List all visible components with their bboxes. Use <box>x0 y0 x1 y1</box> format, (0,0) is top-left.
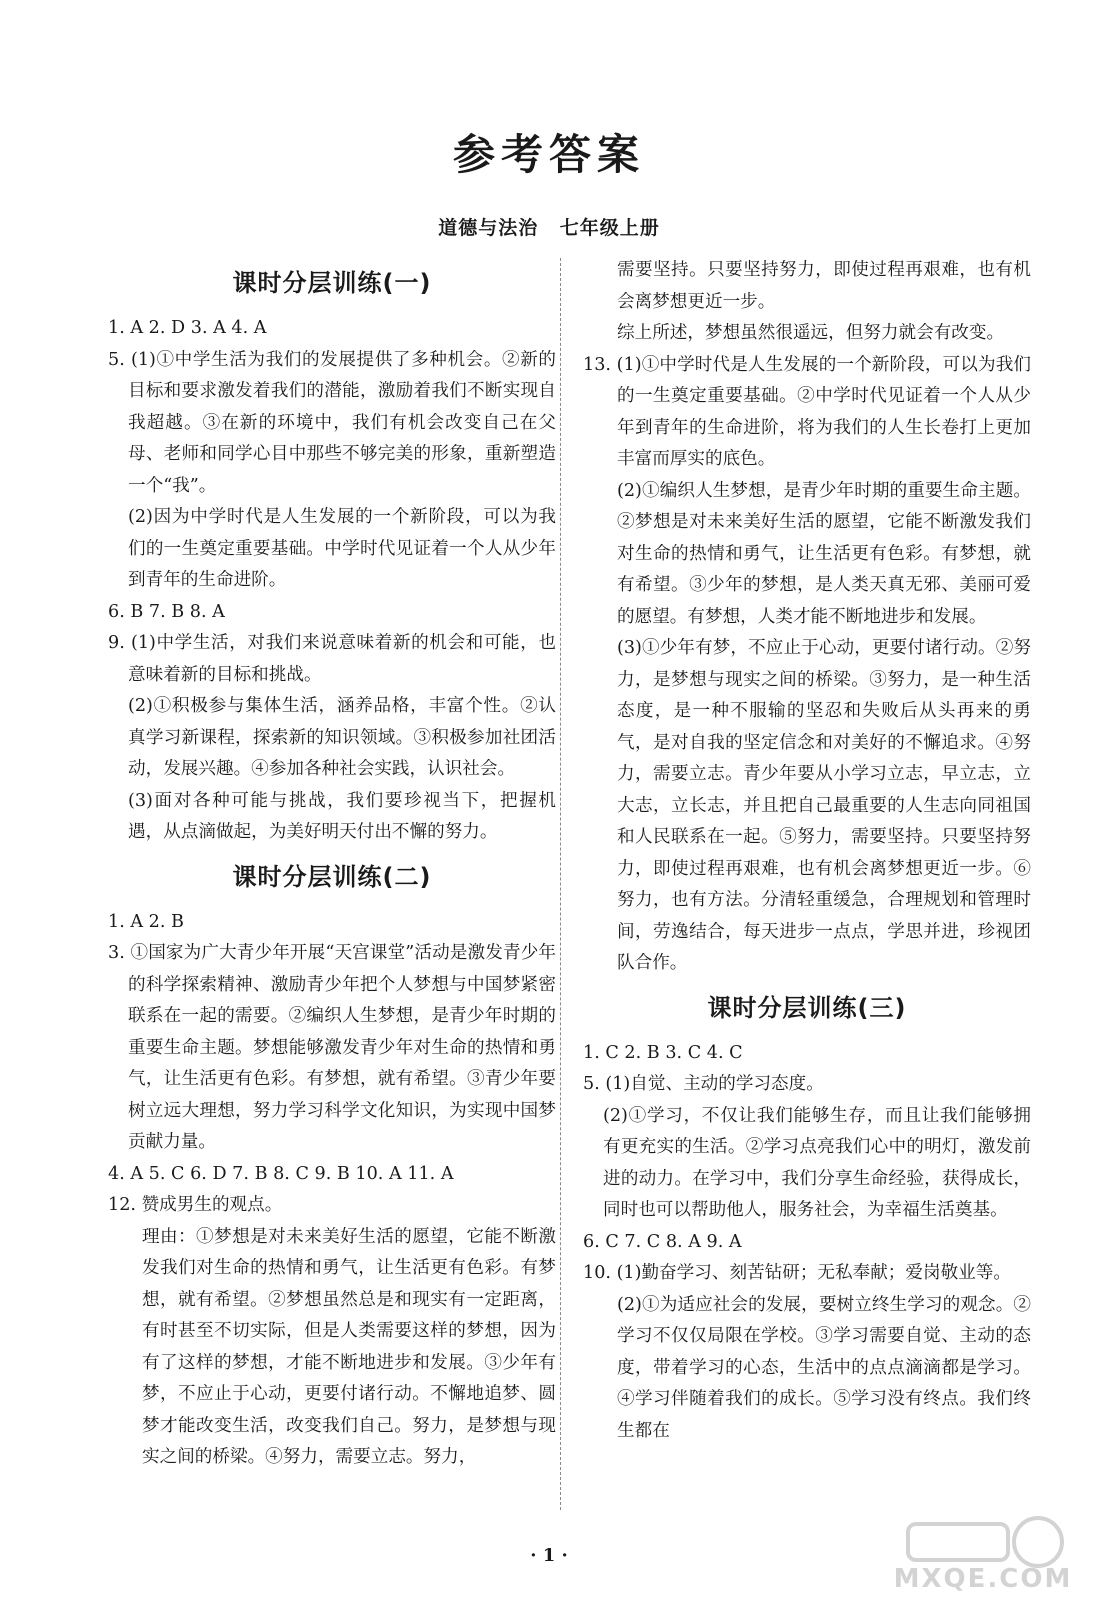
book-subtitle: 道德与法治 七年级上册 <box>438 217 660 239</box>
answer-line: 4. A 5. C 6. D 7. B 8. C 9. B 10. A 11. A <box>108 1163 454 1184</box>
section-heading: 课时分层训练(二) <box>232 862 432 891</box>
answer-line: (2)①学习，不仅让我们能够生存，而且让我们能够拥有更充实的生活。②学习点亮我们心中的明灯，激发前进的动力。在学习中，我们分享生命经验，获得成长，同时也可以帮助他人，服务社会，为幸福生活奠基。 <box>603 1105 1031 1220</box>
answer-line: 9. (1)中学生活，对我们来说意味着新的机会和可能，也意味着新的目标和挑战。 <box>108 633 556 685</box>
answer-line: 1. A 2. B <box>108 911 184 932</box>
answer-line: (2)①为适应社会的发展，要树立终生学习的观念。②学习不仅仅局限在学校。③学习需要自觉、主动的态度，带着学习的心态，生活中的点点滴滴都是学习。④学习伴随着我们的成长。⑤学习没有终点。我们终生都在 <box>617 1294 1031 1441</box>
answer-line: 5. (1)自觉、主动的学习态度。 <box>583 1074 824 1094</box>
column-divider <box>560 258 561 1510</box>
answer-line: 理由：①梦想是对未来美好生活的愿望，它能不断激发我们对生命的热情和勇气，让生活更有色彩。有梦想，就有希望。②梦想虽然总是和现实有一定距离，有时甚至不切实际，但是人类需要这样的梦想，因为有了这样的梦想，才能不断地进步和发展。③少年有梦，不应止于心动，更要付诸行动。不懈地追梦、圆梦才能改变生活，改变我们自己。努力，是梦想与现实之间的桥梁。④努力，需要立志。努力， <box>142 1226 556 1467</box>
answer-line: (2)因为中学时代是人生发展的一个新阶段，可以为我们的一生奠定重要基础。中学时代见证着一个人从少年到青年的生命进阶。 <box>128 507 556 590</box>
answer-line: (2)①积极参与集体生活，涵养品格，丰富个性。②认真学习新课程，探索新的知识领域。③积极参加社团活动，发展兴趣。④参加各种社会实践，认识社会。 <box>128 696 556 779</box>
answer-line: 1. A 2. D 3. A 4. A <box>108 318 267 338</box>
section-heading: 课时分层训练(一) <box>232 269 432 297</box>
left-column <box>108 255 556 1474</box>
answer-line: 13. (1)①中学时代是人生发展的一个新阶段，可以为我们的一生奠定重要基础。②中学时代见证着一个人从少年到青年的生命进阶，将为我们的人生长卷打上更加丰富而厚实的底色。 <box>583 354 1031 469</box>
watermark-text: MXQE.COM <box>893 1564 1073 1594</box>
page-number: · 1 · <box>530 1545 568 1566</box>
watermark-badge-icon <box>888 1514 1078 1570</box>
answer-line: 1. C 2. B 3. C 4. C <box>583 1042 743 1063</box>
answer-line: (3)①少年有梦，不应止于心动，更要付诸行动。②努力，是梦想与现实之间的桥梁。③努力，是一种生活态度，是一种不服输的坚忍和失败后从头再来的勇气，是对自我的坚定信念和对美好的不懈追求。④努力，需要立志。青少年要从小学习立志，早立志，立大志，立长志，并且把自己最重要的人生志向同祖国和人民联系在一起。⑤努力，需要坚持。只要坚持努力，即使过程再艰难，也有机会离梦想更近一步。⑥努力，也有方法。分清轻重缓急，合理规划和管理时间，劳逸结合，每天进步一点点，学思并进，珍视团队合作。 <box>617 638 1031 973</box>
answer-line: 12. 赞成男生的观点。 <box>108 1195 283 1215</box>
answer-line: 需要坚持。只要坚持努力，即使过程再艰难，也有机会离梦想更近一步。 <box>617 260 1031 312</box>
answer-line: (3)面对各种可能与挑战，我们要珍视当下，把握机遇，从点滴做起，为美好明天付出不懈的努力。 <box>128 790 556 842</box>
answer-line: 3. ①国家为广大青少年开展“天宫课堂”活动是激发青少年的科学探索精神、激励青少年把个人梦想与中国梦紧密联系在一起的需要。②编织人生梦想，是青少年时期的重要生命主题。梦想能够激发青少年对生命的热情和勇气，让生活更有色彩。有梦想，就有希望。③青少年要树立远大理想，努力学习科学文化知识，为实现中国梦贡献力量。 <box>108 943 556 1152</box>
answer-line: 综上所述，梦想虽然很遥远，但努力就会有改变。 <box>617 323 1005 343</box>
answer-line: 5. (1)①中学生活为我们的发展提供了多种机会。②新的目标和要求激发着我们的潜能，激励着我们不断实现自我超越。③在新的环境中，我们有机会改变自己在父母、老师和同学心目中那些不够完美的形象，重新塑造一个“我”。 <box>108 349 556 496</box>
page-title: 参考答案 <box>452 130 645 179</box>
section-heading: 课时分层训练(三) <box>707 993 907 1022</box>
answer-line: 10. (1)勤奋学习、刻苦钻研；无私奉献；爱岗敬业等。 <box>583 1263 1011 1283</box>
right-column <box>583 255 1031 1447</box>
answer-line: (2)①编织人生梦想，是青少年时期的重要生命主题。②梦想是对未来美好生活的愿望，它能不断激发我们对生命的热情和勇气，让生活更有色彩。有梦想，就有希望。③少年的梦想，是人类天真无邪、美丽可爱的愿望。有梦想，人类才能不断地进步和发展。 <box>617 480 1031 627</box>
answer-line: 6. C 7. C 8. A 9. A <box>583 1231 742 1252</box>
watermark-logo <box>888 1514 1078 1594</box>
answer-line: 6. B 7. B 8. A <box>108 601 225 622</box>
